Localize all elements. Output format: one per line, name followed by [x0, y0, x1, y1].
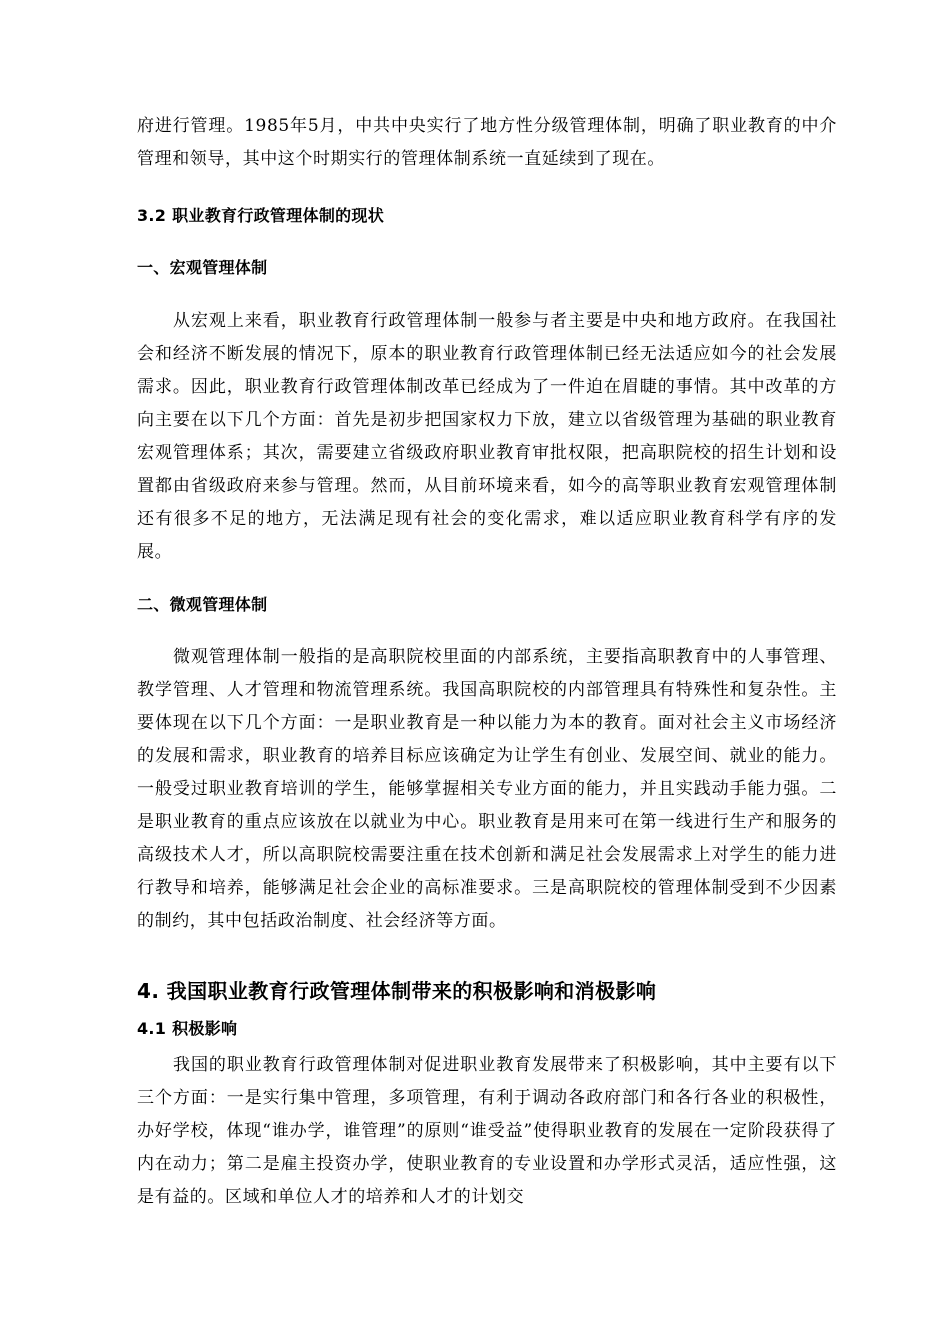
- micro-management-heading: 二、微观管理体制: [137, 595, 268, 614]
- section-3-2-heading: 3.2 职业教育行政管理体制的现状: [137, 206, 385, 225]
- continued-paragraph: 府进行管理。1985年5月，中共中央实行了地方性分级管理体制，明确了职业教育的中介管理和领导，其中这个时期实行的管理体制系统一直延续到了现在。: [137, 116, 837, 169]
- section-4-1-paragraph: 我国的职业教育行政管理体制对促进职业教育发展带来了积极影响，其中主要有以下三个方面：一是实行集中管理，多项管理，有利于调动各政府部门和各行各业的积极性，办好学校，体现“谁办学，谁管理”的原则“谁受益”使得职业教育的发展在一定阶段获得了内在动力；第二是雇主投资办学，使职业教育的专业设置和办学形式灵活，适应性强，这是有益的。区域和单位人才的培养和人才的计划交: [137, 1055, 837, 1207]
- micro-management-paragraph: 微观管理体制一般指的是高职院校里面的内部系统，主要指高职教育中的人事管理、教学管理、人才管理和物流管理系统。我国高职院校的内部管理具有特殊性和复杂性。主要体现在以下几个方面：一是职业教育是一种以能力为本的教育。面对社会主义市场经济的发展和需求，职业教育的培养目标应该确定为让学生有创业、发展空间、就业的能力。一般受过职业教育培训的学生，能够掌握相关专业方面的能力，并且实践动手能力强。二是职业教育的重点应该放在以就业为中心。职业教育是用来可在第一线进行生产和服务的高级技术人才，所以高职院校需要注重在技术创新和满足社会发展需求上对学生的能力进行教导和培养，能够满足社会企业的高标准要求。三是高职院校的管理体制受到不少因素的制约，其中包括政治制度、社会经济等方面。: [137, 647, 837, 931]
- macro-management-paragraph: 从宏观上来看，职业教育行政管理体制一般参与者主要是中央和地方政府。在我国社会和经济不断发展的情况下，原本的职业教育行政管理体制已经无法适应如今的社会发展需求。因此，职业教育行政管理体制改革已经成为了一件迫在眉睫的事情。其中改革的方向主要在以下几个方面：首先是初步把国家权力下放，建立以省级管理为基础的职业教育宏观管理体系；其次，需要建立省级政府职业教育审批权限，把高职院校的招生计划和设置都由省级政府来参与管理。然而，从目前环境来看，如今的高等职业教育宏观管理体制还有很多不足的地方，无法满足现有社会的变化需求，难以适应职业教育科学有序的发展。: [137, 311, 837, 562]
- macro-management-heading: 一、宏观管理体制: [137, 258, 268, 277]
- section-4-1-heading: 4.1 积极影响: [137, 1019, 238, 1038]
- section-4-heading: 4. 我国职业教育行政管理体制带来的积极影响和消极影响: [137, 979, 657, 1003]
